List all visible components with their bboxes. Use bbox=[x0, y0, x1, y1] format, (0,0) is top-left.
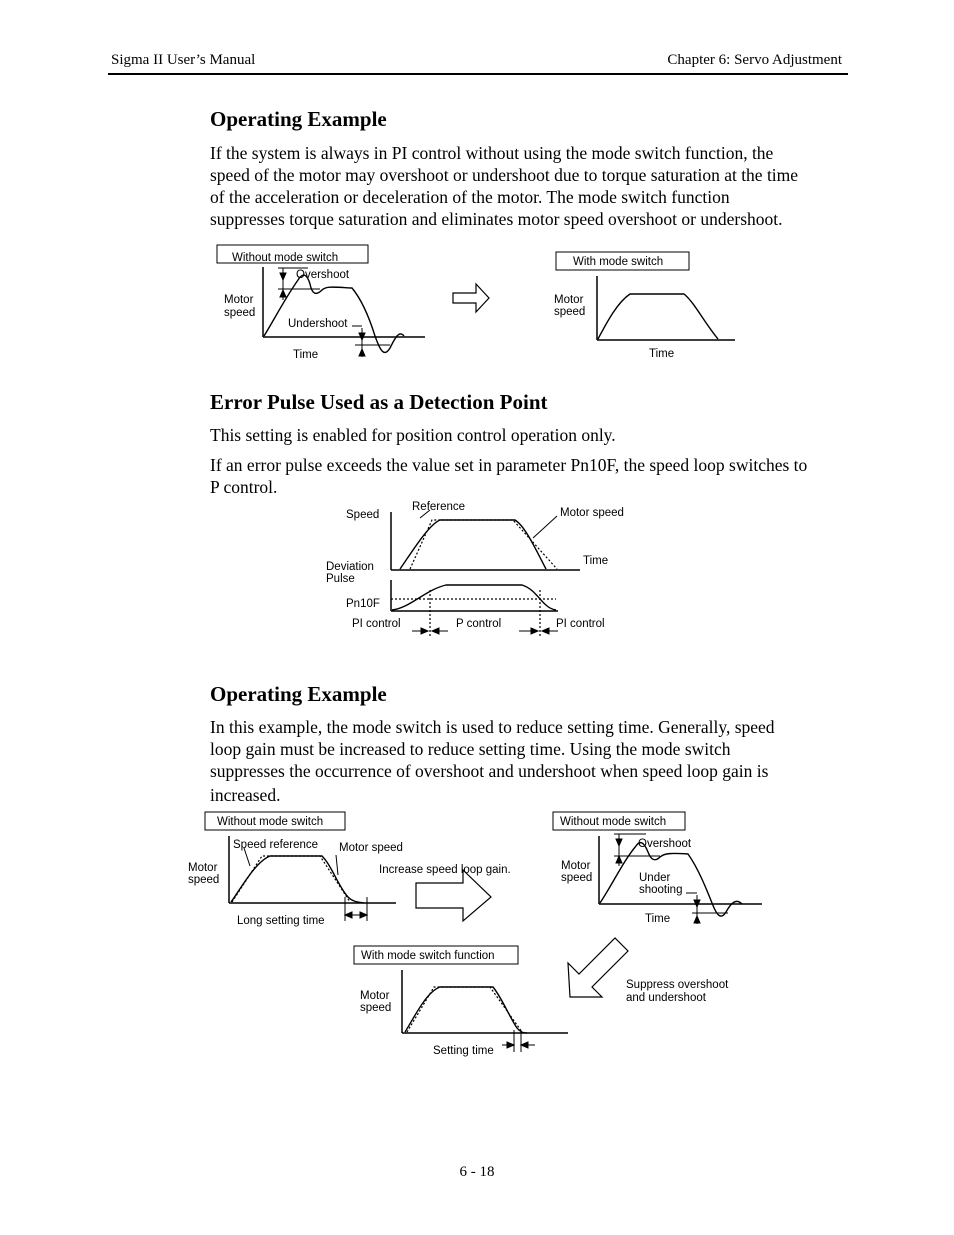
undershoot-arrow bbox=[359, 349, 365, 356]
label-with-mode-switch-function: With mode switch function bbox=[361, 950, 495, 962]
section2-paragraph-1: This setting is enabled for position control operation only. bbox=[210, 425, 616, 445]
speed-reference-curve bbox=[407, 987, 522, 1032]
right-arrow-icon bbox=[453, 284, 489, 312]
label-speed: speed bbox=[561, 872, 593, 884]
label-time: Time bbox=[645, 913, 671, 925]
label-undershoot: Undershoot bbox=[288, 318, 348, 330]
paragraph-line: If an error pulse exceeds the value set in parameter Pn10F, the speed loop switches to bbox=[210, 455, 808, 475]
label-speed: speed bbox=[554, 306, 586, 318]
paragraph-line: speed of the motor may overshoot or undershoot due to torque saturation at the time bbox=[210, 165, 799, 185]
label-under: Under bbox=[639, 872, 671, 884]
label-time: Time bbox=[293, 349, 319, 361]
arrow-head bbox=[345, 912, 352, 918]
label-with-mode-switch: With mode switch bbox=[573, 256, 664, 268]
paragraph-line: If the system is always in PI control without using the mode switch function, the bbox=[210, 143, 774, 163]
label-motor: Motor bbox=[360, 990, 390, 1002]
paragraph-line: P control. bbox=[210, 477, 278, 497]
label-setting-time: Setting time bbox=[433, 1045, 494, 1057]
label-pulse: Pulse bbox=[326, 573, 355, 585]
label-speed: Speed bbox=[346, 509, 380, 521]
reference-curve bbox=[410, 520, 557, 569]
page-number: 6 - 18 bbox=[459, 1164, 495, 1180]
label-increase-gain: Increase speed loop gain. bbox=[379, 864, 511, 876]
label-speed: speed bbox=[360, 1002, 392, 1014]
section-heading-error-pulse: Error Pulse Used as a Detection Point bbox=[210, 390, 548, 414]
overshoot-arrow bbox=[280, 290, 286, 297]
section2-paragraph-2 bbox=[210, 454, 850, 498]
motor-speed-curve bbox=[600, 843, 742, 916]
motor-speed-curve bbox=[264, 275, 404, 352]
label-pn10f: Pn10F bbox=[346, 598, 380, 610]
arrow-head bbox=[531, 628, 538, 634]
label-time: Time bbox=[649, 348, 675, 360]
speed-reference-curve bbox=[232, 856, 350, 902]
arrow-head bbox=[616, 856, 622, 863]
arrow-head bbox=[616, 839, 622, 846]
arrow-head bbox=[421, 628, 428, 634]
arrow-head bbox=[542, 628, 549, 634]
label-time: Time bbox=[583, 555, 609, 567]
label-overshoot: Overshoot bbox=[296, 269, 350, 281]
motor-speed-curve bbox=[405, 987, 527, 1033]
paragraph-line: suppresses torque saturation and eliminates motor speed overshoot or undershoot. bbox=[210, 209, 783, 229]
label-speed: speed bbox=[188, 874, 220, 886]
diagonal-arrow-icon bbox=[568, 938, 628, 997]
motor-speed-curve bbox=[400, 520, 546, 569]
arrow-head bbox=[507, 1042, 514, 1048]
arrow-head bbox=[521, 1042, 528, 1048]
motor-speed-leader bbox=[533, 516, 557, 538]
label-motor-speed: Motor speed bbox=[339, 842, 403, 854]
label-without-mode-switch: Without mode switch bbox=[217, 816, 324, 828]
label-long-setting-time: Long setting time bbox=[237, 915, 325, 927]
motor-speed-curve-smooth bbox=[598, 294, 718, 339]
arrow-head bbox=[432, 628, 439, 634]
motor-speed-leader bbox=[336, 855, 338, 875]
increase-gain-arrow-icon bbox=[416, 870, 491, 921]
label-without-mode-switch: Without mode switch bbox=[232, 252, 339, 264]
label-reference: Reference bbox=[412, 501, 466, 513]
label-and-undershoot: and undershoot bbox=[626, 992, 706, 1004]
label-shooting: shooting bbox=[639, 884, 683, 896]
label-suppress-overshoot: Suppress overshoot bbox=[626, 979, 729, 991]
section-heading-operating-example-1: Operating Example bbox=[210, 107, 387, 131]
label-deviation: Deviation bbox=[326, 561, 374, 573]
paragraph-line: of the acceleration or deceleration of the motor. The mode switch function bbox=[210, 187, 730, 207]
label-motor: Motor bbox=[561, 860, 591, 872]
header-chapter-title: Chapter 6: Servo Adjustment bbox=[667, 52, 842, 68]
label-p-control: P control bbox=[456, 618, 502, 630]
overshoot-arrow bbox=[280, 273, 286, 280]
label-without-mode-switch: Without mode switch bbox=[560, 816, 667, 828]
arrow-head bbox=[360, 912, 367, 918]
label-motor: Motor bbox=[188, 862, 218, 874]
motor-speed-curve bbox=[231, 856, 364, 903]
paragraph-line: suppresses the occurrence of overshoot and undershoot when speed loop gain is bbox=[210, 761, 769, 781]
arrow-head bbox=[694, 916, 700, 923]
paragraph-line: In this example, the mode switch is used to reduce setting time. Generally, speed bbox=[210, 717, 775, 737]
label-motor: Motor bbox=[554, 294, 584, 306]
label-motor: Motor bbox=[224, 294, 254, 306]
header-manual-title: Sigma II User’s Manual bbox=[111, 52, 256, 68]
label-overshoot: Overshoot bbox=[638, 838, 692, 850]
label-pi-control-right: PI control bbox=[556, 618, 605, 630]
deviation-curve bbox=[392, 585, 556, 610]
label-speed-reference: Speed reference bbox=[233, 839, 319, 851]
section-heading-operating-example-2: Operating Example bbox=[210, 682, 387, 706]
label-motor-speed: Motor speed bbox=[560, 507, 624, 519]
label-pi-control-left: PI control bbox=[352, 618, 401, 630]
paragraph-line: increased. bbox=[210, 785, 281, 805]
section3-paragraph bbox=[210, 716, 850, 806]
label-speed: speed bbox=[224, 307, 256, 319]
paragraph-line: loop gain must be increased to reduce setting time. Using the mode switch bbox=[210, 739, 731, 759]
